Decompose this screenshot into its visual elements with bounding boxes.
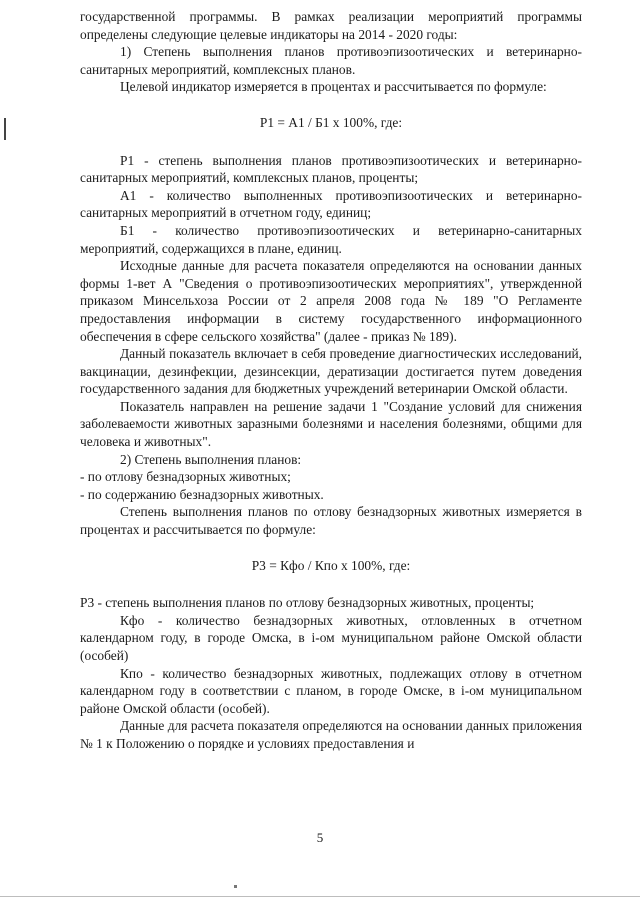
formula-p1: Р1 = А1 / Б1 х 100%, где: <box>259 114 403 130</box>
paragraph-p3-def: Р3 - степень выполнения планов по отлову безнадзорных животных, проценты; <box>80 595 535 611</box>
document-body <box>80 8 582 753</box>
paragraph-indicator-2: 2) Степень выполнения планов: <box>120 451 302 467</box>
paragraph-p1-def: Р1 - степень выполнения планов противоэпизоотических и ветеринарно-санитарных мероприятий, комплексных планов, проценты; <box>80 152 582 186</box>
scan-dot <box>234 885 237 888</box>
list-item-catching: - по отлову безнадзорных животных; <box>80 469 291 485</box>
paragraph-source-data: Исходные данные для расчета показателя определяются на основании данных формы 1-вет А "Сведения о противоэпизоотических мероприятиях", утвержденной приказом Минсельхоза России от 2 апреля 2008 года № 189 "О Регламенте предоставления информации в систему государственного информационного обеспечения в сфере сельского хозяйства" (далее - приказ № 189). <box>80 258 582 344</box>
list-item-keeping: - по содержанию безнадзорных животных. <box>80 486 324 502</box>
paragraph-data-source-2: Данные для расчета показателя определяются на основании данных приложения № 1 к Положению о порядке и условиях предоставления и <box>80 718 582 751</box>
paragraph-indicator-1-measure: Целевой индикатор измеряется в процентах и рассчитывается по формуле: <box>120 79 547 95</box>
paragraph-a1-def: А1 - количество выполненных противоэпизоотических и ветеринарно-санитарных мероприятий в отчетном году, единиц; <box>80 187 582 221</box>
page-number: 5 <box>316 830 324 845</box>
paragraph-b1-def: Б1 - количество противоэпизоотических и ветеринарно-санитарных мероприятий, содержащихся в плане, единиц. <box>80 222 582 256</box>
scan-margin-mark <box>4 118 6 140</box>
formula-p3: Р3 = Кфо / Кпо х 100%, где: <box>251 557 411 573</box>
scan-edge-line <box>0 896 640 897</box>
paragraph-kpo-def: Кпо - количество безнадзорных животных, подлежащих отлову в отчетном календарном году в соответствии с планом, в городе Омске, в i-ом муниципальном районе Омской области (особей). <box>80 665 582 716</box>
paragraph-indicator-2-measure: Степень выполнения планов по отлову безнадзорных животных измеряется в процентах и рассчитывается по формуле: <box>80 504 582 538</box>
paragraph-indicator-1: 1) Степень выполнения планов противоэпизоотических и ветеринарно-санитарных мероприятий, комплексных планов. <box>80 44 582 77</box>
paragraph-indicator-includes: Данный показатель включает в себя проведение диагностических исследований, вакцинации, дезинфекции, дезинсекции, дератизации достигается путем доведения государственного задания для бюджетных учреждений ветеринарии Омской области. <box>80 346 582 397</box>
paragraph-kfo-def: Кфо - количество безнадзорных животных, отловленных в отчетном календарном году, в городе Омска, в i-ом муниципальном районе Омской области (особей) <box>80 612 582 663</box>
paragraph-intro: государственной программы. В рамках реализации мероприятий программы определены следующие целевые индикаторы на 2014 - 2020 годы: <box>80 9 582 42</box>
paragraph-task-1: Показатель направлен на решение задачи 1 "Создание условий для снижения заболеваемости животных заразными болезнями и населения болезнями, общими для человека и животных". <box>80 398 582 450</box>
